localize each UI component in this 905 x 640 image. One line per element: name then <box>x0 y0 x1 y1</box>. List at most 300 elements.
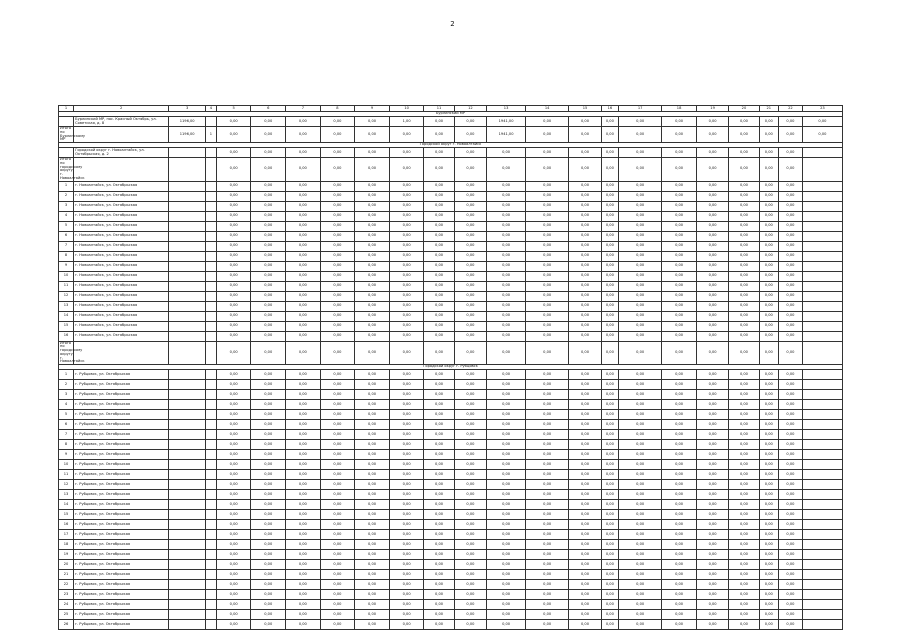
value-cell <box>802 610 842 620</box>
value-cell: 0,00 <box>487 311 526 321</box>
address-cell: г. Рубцовск, ул. Октябрьская <box>74 580 169 590</box>
value-cell: 0,00 <box>569 291 601 301</box>
value-cell: 0,00 <box>454 201 486 211</box>
value-cell: 0,00 <box>729 510 759 520</box>
value-cell: 0,00 <box>320 440 355 450</box>
value-cell <box>206 410 217 420</box>
value-cell: 0,00 <box>619 590 662 600</box>
value-cell: 0,00 <box>487 148 526 158</box>
address-cell: г. Рубцовск, ул. Октябрьская <box>74 390 169 400</box>
value-cell: 0,00 <box>487 430 526 440</box>
value-cell: 0,00 <box>389 570 424 580</box>
value-cell: 0,00 <box>424 158 454 182</box>
value-cell: 0,00 <box>729 331 759 341</box>
value-cell: 0,00 <box>526 470 569 480</box>
value-cell: 0,00 <box>779 291 803 301</box>
value-cell: 0,00 <box>355 261 390 271</box>
value-cell: 0,00 <box>251 201 286 211</box>
column-number-9: 9 <box>355 106 390 112</box>
value-cell: 0,00 <box>251 600 286 610</box>
value-cell: 0,00 <box>355 271 390 281</box>
value-cell: 0,00 <box>487 560 526 570</box>
address-cell: г. Новоалтайск, ул. Октябрьская <box>74 241 169 251</box>
value-cell: 0,00 <box>487 231 526 241</box>
value-cell: 0,00 <box>696 400 728 410</box>
value-cell: 0,00 <box>454 321 486 331</box>
value-cell: 0,00 <box>569 231 601 241</box>
value-cell: 0,00 <box>454 251 486 261</box>
table-body <box>59 112 843 630</box>
value-cell: 0,00 <box>454 181 486 191</box>
value-cell <box>206 201 217 211</box>
value-cell: 0,00 <box>569 380 601 390</box>
value-cell: 0,00 <box>355 301 390 311</box>
value-cell <box>206 430 217 440</box>
value-cell: 0,00 <box>389 181 424 191</box>
value-cell: 0,00 <box>487 460 526 470</box>
value-cell <box>206 540 217 550</box>
value-cell: 0,00 <box>251 271 286 281</box>
row-number-cell: 9 <box>59 450 74 460</box>
value-cell <box>169 241 206 251</box>
value-cell: 1196,00 <box>169 117 206 127</box>
table-row <box>59 520 843 530</box>
value-cell: 0,00 <box>355 281 390 291</box>
value-cell: 0,00 <box>696 560 728 570</box>
value-cell: 1196,00 <box>169 127 206 143</box>
value-cell: 0,00 <box>526 520 569 530</box>
row-number-cell: 2 <box>59 191 74 201</box>
value-cell: 0,00 <box>216 117 251 127</box>
value-cell: 0,00 <box>355 610 390 620</box>
value-cell: 0,00 <box>454 570 486 580</box>
value-cell: 0,00 <box>759 231 778 241</box>
value-cell <box>169 271 206 281</box>
row-number-cell: 10 <box>59 460 74 470</box>
row-number-cell: 19 <box>59 550 74 560</box>
value-cell <box>169 301 206 311</box>
value-cell <box>169 570 206 580</box>
value-cell: 0,00 <box>389 311 424 321</box>
value-cell: 0,00 <box>454 311 486 321</box>
value-cell: 0,00 <box>487 201 526 211</box>
value-cell: 0,00 <box>619 580 662 590</box>
value-cell: 0,00 <box>355 460 390 470</box>
value-cell: 0,00 <box>619 470 662 480</box>
value-cell: 0,00 <box>320 380 355 390</box>
value-cell: 0,00 <box>601 460 618 470</box>
table-row <box>59 271 843 281</box>
value-cell: 0,00 <box>759 620 778 630</box>
value-cell: 0,00 <box>454 550 486 560</box>
value-cell: 0,00 <box>424 301 454 311</box>
value-cell: 0,00 <box>619 181 662 191</box>
value-cell: 0,00 <box>424 341 454 365</box>
value-cell: 0,00 <box>454 231 486 241</box>
value-cell <box>206 281 217 291</box>
section-heading: Городской округ г. Новоалтайск <box>59 143 843 148</box>
value-cell: 0,00 <box>729 530 759 540</box>
value-cell <box>206 420 217 430</box>
address-cell: г. Рубцовск, ул. Октябрьская <box>74 450 169 460</box>
value-cell: 1941,00 <box>487 127 526 143</box>
value-cell: 0,00 <box>662 231 697 241</box>
value-cell: 0,00 <box>286 158 321 182</box>
value-cell: 0,00 <box>487 410 526 420</box>
value-cell: 0,00 <box>320 321 355 331</box>
value-cell: 0,00 <box>662 191 697 201</box>
value-cell: 0,00 <box>662 181 697 191</box>
column-number-1: 1 <box>59 106 74 112</box>
value-cell: 0,00 <box>569 201 601 211</box>
value-cell: 0,00 <box>454 380 486 390</box>
value-cell: 0,00 <box>389 420 424 430</box>
value-cell <box>206 231 217 241</box>
table-row <box>59 450 843 460</box>
value-cell: 0,00 <box>487 181 526 191</box>
value-cell: 0,00 <box>601 520 618 530</box>
value-cell: 0,00 <box>662 420 697 430</box>
value-cell: 0,00 <box>601 241 618 251</box>
value-cell: 0,00 <box>355 341 390 365</box>
table-row <box>59 550 843 560</box>
value-cell: 0,00 <box>569 370 601 380</box>
value-cell: 0,00 <box>601 580 618 590</box>
address-cell: г. Новоалтайск, ул. Октябрьская <box>74 221 169 231</box>
value-cell: 0,00 <box>619 261 662 271</box>
value-cell: 0,00 <box>526 211 569 221</box>
value-cell: 0,00 <box>729 430 759 440</box>
value-cell: 0,00 <box>286 221 321 231</box>
value-cell: 0,00 <box>526 231 569 241</box>
value-cell: 0,00 <box>729 127 759 143</box>
value-cell: 0,00 <box>569 191 601 201</box>
value-cell: 0,00 <box>286 241 321 251</box>
value-cell: 0,00 <box>526 580 569 590</box>
row-number-cell: 21 <box>59 570 74 580</box>
value-cell: 0,00 <box>526 430 569 440</box>
value-cell: 0,00 <box>569 341 601 365</box>
value-cell: 0,00 <box>454 400 486 410</box>
value-cell: 0,00 <box>286 181 321 191</box>
value-cell: 0,00 <box>619 291 662 301</box>
table-row <box>59 148 843 158</box>
address-cell: г. Новоалтайск, ул. Октябрьская <box>74 251 169 261</box>
value-cell: 0,00 <box>320 201 355 211</box>
value-cell: 0,00 <box>320 580 355 590</box>
value-cell: 0,00 <box>320 148 355 158</box>
value-cell: 0,00 <box>216 490 251 500</box>
value-cell: 0,00 <box>619 600 662 610</box>
value-cell: 0,00 <box>216 410 251 420</box>
value-cell: 0,00 <box>454 261 486 271</box>
value-cell <box>206 500 217 510</box>
value-cell: 0,00 <box>779 301 803 311</box>
value-cell: 0,00 <box>779 181 803 191</box>
value-cell: 0,00 <box>389 400 424 410</box>
value-cell: 0,00 <box>601 201 618 211</box>
value-cell: 0,00 <box>286 211 321 221</box>
value-cell: 0,00 <box>696 311 728 321</box>
value-cell: 0,00 <box>779 261 803 271</box>
table-row <box>59 291 843 301</box>
value-cell: 0,00 <box>424 261 454 271</box>
value-cell: 0,00 <box>526 281 569 291</box>
value-cell: 0,00 <box>662 470 697 480</box>
row-number-cell: 1 <box>59 370 74 380</box>
value-cell: 0,00 <box>286 390 321 400</box>
value-cell: 0,00 <box>216 580 251 590</box>
value-cell: 0,00 <box>487 530 526 540</box>
value-cell: 0,00 <box>355 221 390 231</box>
value-cell: 0,00 <box>779 600 803 610</box>
value-cell: 0,00 <box>526 620 569 630</box>
value-cell: 0,00 <box>696 430 728 440</box>
value-cell <box>206 390 217 400</box>
value-cell: 0,00 <box>619 370 662 380</box>
table-row <box>59 370 843 380</box>
value-cell: 0,00 <box>696 490 728 500</box>
value-cell: 0,00 <box>779 390 803 400</box>
value-cell <box>206 370 217 380</box>
value-cell: 0,00 <box>779 580 803 590</box>
value-cell: 0,00 <box>487 450 526 460</box>
value-cell: 0,00 <box>526 261 569 271</box>
value-cell: 0,00 <box>696 241 728 251</box>
value-cell: 0,00 <box>569 117 601 127</box>
value-cell: 0,00 <box>569 560 601 570</box>
column-number-11: 11 <box>424 106 454 112</box>
value-cell <box>802 321 842 331</box>
value-cell <box>802 590 842 600</box>
value-cell <box>169 211 206 221</box>
value-cell: 0,00 <box>251 281 286 291</box>
value-cell: 0,00 <box>759 321 778 331</box>
value-cell: 0,00 <box>569 181 601 191</box>
address-cell: г. Рубцовск, ул. Октябрьская <box>74 380 169 390</box>
value-cell: 0,00 <box>355 600 390 610</box>
value-cell: 0,00 <box>251 550 286 560</box>
value-cell: 0,00 <box>355 291 390 301</box>
value-cell: 0,00 <box>216 570 251 580</box>
value-cell: 0,00 <box>619 281 662 291</box>
value-cell <box>802 231 842 241</box>
address-cell: г. Рубцовск, ул. Октябрьская <box>74 600 169 610</box>
value-cell: 0,00 <box>251 580 286 590</box>
value-cell: 0,00 <box>454 490 486 500</box>
value-cell: 0,00 <box>662 590 697 600</box>
address-cell: г. Новоалтайск, ул. Октябрьская <box>74 321 169 331</box>
value-cell: 0,00 <box>759 148 778 158</box>
value-cell: 0,00 <box>487 271 526 281</box>
value-cell: 0,00 <box>454 440 486 450</box>
section-heading: Бурлинский МР <box>59 112 843 117</box>
value-cell <box>802 520 842 530</box>
value-cell: 0,00 <box>729 610 759 620</box>
value-cell: 0,00 <box>662 281 697 291</box>
value-cell: 0,00 <box>286 127 321 143</box>
value-cell <box>169 251 206 261</box>
value-cell: 0,00 <box>355 158 390 182</box>
value-cell: 0,00 <box>601 500 618 510</box>
total-row <box>59 127 843 143</box>
value-cell: 0,00 <box>424 590 454 600</box>
value-cell: 0,00 <box>251 117 286 127</box>
value-cell: 0,00 <box>487 341 526 365</box>
value-cell: 0,00 <box>424 420 454 430</box>
value-cell <box>169 231 206 241</box>
value-cell: 0,00 <box>729 470 759 480</box>
value-cell: 0,00 <box>569 490 601 500</box>
column-number-19: 19 <box>696 106 728 112</box>
table-row <box>59 201 843 211</box>
value-cell: 0,00 <box>779 490 803 500</box>
value-cell: 0,00 <box>526 400 569 410</box>
value-cell: 0,00 <box>696 148 728 158</box>
value-cell: 0,00 <box>216 470 251 480</box>
value-cell: 0,00 <box>251 410 286 420</box>
value-cell: 0,00 <box>355 311 390 321</box>
value-cell: 0,00 <box>696 390 728 400</box>
value-cell: 0,00 <box>389 211 424 221</box>
row-number-cell: 8 <box>59 440 74 450</box>
value-cell: 0,00 <box>286 400 321 410</box>
value-cell <box>169 390 206 400</box>
value-cell <box>206 291 217 301</box>
value-cell: 0,00 <box>454 221 486 231</box>
value-cell: 0,00 <box>424 370 454 380</box>
value-cell: 0,00 <box>526 610 569 620</box>
table-row <box>59 620 843 630</box>
address-cell: г. Новоалтайск, ул. Октябрьская <box>74 201 169 211</box>
value-cell <box>802 510 842 520</box>
value-cell: 0,00 <box>251 191 286 201</box>
value-cell: 0,00 <box>619 331 662 341</box>
value-cell: 0,00 <box>424 291 454 301</box>
value-cell: 0,00 <box>729 600 759 610</box>
value-cell: 0,00 <box>759 440 778 450</box>
value-cell: 0,00 <box>696 470 728 480</box>
column-number-6: 6 <box>251 106 286 112</box>
value-cell: 0,00 <box>526 460 569 470</box>
value-cell: 0,00 <box>619 301 662 311</box>
value-cell: 0,00 <box>729 301 759 311</box>
row-number-cell: Итого по городскому округу г. Новоалтайск <box>60 157 85 180</box>
value-cell <box>802 158 842 182</box>
address-cell: г. Рубцовск, ул. Октябрьская <box>74 550 169 560</box>
value-cell: 0,00 <box>569 510 601 520</box>
value-cell: 0,00 <box>729 117 759 127</box>
value-cell: 0,00 <box>251 158 286 182</box>
value-cell <box>169 191 206 201</box>
value-cell <box>206 520 217 530</box>
value-cell: 0,00 <box>424 191 454 201</box>
value-cell: 0,00 <box>759 261 778 271</box>
value-cell: 0,00 <box>759 550 778 560</box>
row-number-cell: 12 <box>59 480 74 490</box>
value-cell: 0,00 <box>662 510 697 520</box>
value-cell: 0,00 <box>619 530 662 540</box>
value-cell: 0,00 <box>251 211 286 221</box>
value-cell: 0,00 <box>619 271 662 281</box>
value-cell: 0,00 <box>619 430 662 440</box>
row-number-cell <box>59 117 74 127</box>
value-cell: 0,00 <box>251 390 286 400</box>
value-cell: 0,00 <box>696 440 728 450</box>
value-cell: 0,00 <box>454 291 486 301</box>
value-cell: 0,00 <box>320 410 355 420</box>
value-cell: 0,00 <box>619 201 662 211</box>
value-cell <box>206 460 217 470</box>
value-cell: 0,00 <box>216 211 251 221</box>
value-cell: 0,00 <box>454 560 486 570</box>
column-number-13: 13 <box>487 106 526 112</box>
row-number-cell: 26 <box>59 620 74 630</box>
value-cell: 0,00 <box>286 430 321 440</box>
value-cell: 0,00 <box>619 620 662 630</box>
address-cell: г. Рубцовск, ул. Октябрьская <box>74 620 169 630</box>
value-cell: 0,00 <box>729 560 759 570</box>
value-cell: 0,00 <box>286 440 321 450</box>
value-cell: 0,00 <box>526 181 569 191</box>
value-cell: 0,00 <box>389 221 424 231</box>
table-row <box>59 440 843 450</box>
value-cell: 0,00 <box>526 301 569 311</box>
value-cell: 0,00 <box>779 251 803 261</box>
value-cell: 0,00 <box>696 281 728 291</box>
value-cell: 0,00 <box>779 221 803 231</box>
value-cell: 0,00 <box>355 520 390 530</box>
value-cell: 0,00 <box>569 321 601 331</box>
value-cell: 0,00 <box>389 231 424 241</box>
row-number-cell: 1 <box>59 181 74 191</box>
value-cell: 0,00 <box>389 500 424 510</box>
value-cell: 0,00 <box>389 560 424 570</box>
value-cell: 0,00 <box>729 221 759 231</box>
value-cell: 0,00 <box>526 420 569 430</box>
value-cell: 0,00 <box>729 580 759 590</box>
value-cell: 0,00 <box>526 540 569 550</box>
row-number-cell: 10 <box>59 271 74 281</box>
value-cell: 0,00 <box>779 321 803 331</box>
value-cell: 0,00 <box>286 540 321 550</box>
value-cell <box>802 390 842 400</box>
value-cell: 0,00 <box>216 460 251 470</box>
value-cell: 0,00 <box>662 530 697 540</box>
address-cell: г. Новоалтайск, ул. Октябрьская <box>74 331 169 341</box>
value-cell <box>169 410 206 420</box>
table-row <box>59 211 843 221</box>
value-cell: 0,00 <box>487 420 526 430</box>
table-row <box>59 380 843 390</box>
value-cell: 0,00 <box>454 390 486 400</box>
value-cell <box>802 420 842 430</box>
table-row <box>59 560 843 570</box>
value-cell: 0,00 <box>779 281 803 291</box>
value-cell: 0,00 <box>216 221 251 231</box>
value-cell: 0,00 <box>696 201 728 211</box>
value-cell: 0,00 <box>286 261 321 271</box>
value-cell: 0,00 <box>619 158 662 182</box>
value-cell: 0,00 <box>389 127 424 143</box>
value-cell: 0,00 <box>424 560 454 570</box>
value-cell: 0,00 <box>320 550 355 560</box>
value-cell <box>206 550 217 560</box>
value-cell: 0,00 <box>216 241 251 251</box>
value-cell: 0,00 <box>487 251 526 261</box>
value-cell: 0,00 <box>729 520 759 530</box>
value-cell: 0,00 <box>454 370 486 380</box>
